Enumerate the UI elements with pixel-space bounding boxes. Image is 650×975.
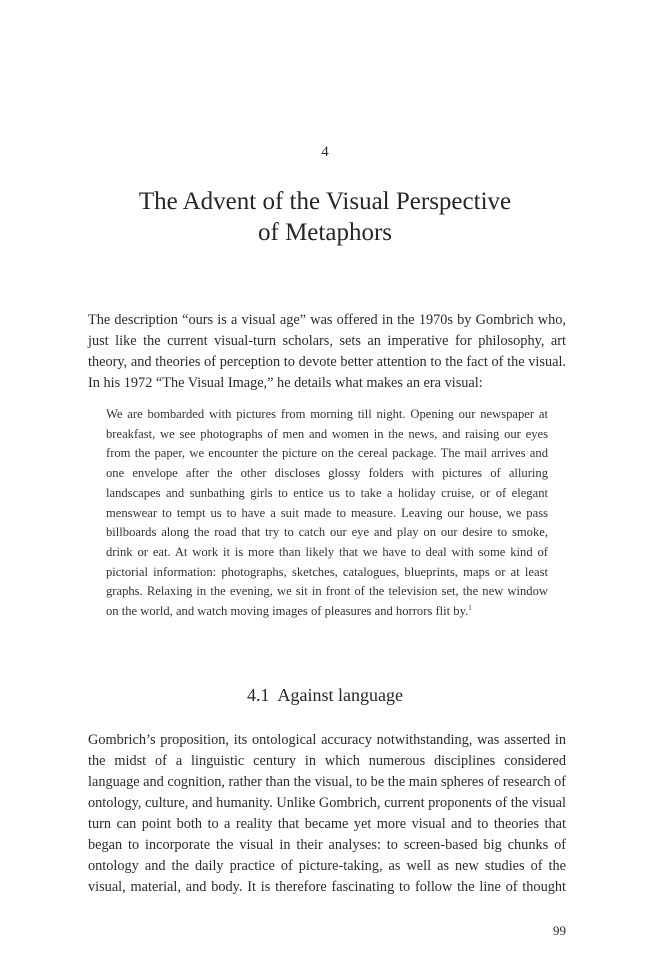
section-number: 4.1 (247, 685, 270, 705)
chapter-title-line-1: The Advent of the Visual Perspective (138, 188, 512, 215)
section-title: Against language (277, 685, 403, 705)
section-heading (0, 683, 650, 707)
intro-paragraph: The description “ours is a visual age” was offered in the 1970s by Gombrich who, just like the current visual-turn scholars, sets an imperative for philosophy, art theory, and theories of perception to devote better attention to the fact of the visual. In his 1972 “The Visual Image,” he details what makes an era visual: (88, 312, 566, 391)
chapter-title (100, 186, 550, 248)
footnote-reference[interactable]: 1 (468, 603, 472, 612)
chapter-title-line-2: of Metaphors (258, 219, 392, 246)
page-number: 99 (553, 923, 566, 938)
block-quote-text: We are bombarded with pictures from morning till night. Opening our newspaper at breakfast, we see photographs of men and women in the news, and raising our eyes from the paper, we encounter the picture on the cereal package. The mail arrives and one envelope after the other discloses glossy folders with pictures of alluring landscapes and sunbathing girls to entice us to take a holiday cruise, or of elegant menswear to tempt us to have a suit made to measure. Leaving our house, we pass billboards along the road that try to catch our eye and play on our desire to smoke, drink or eat. At work it is more than likely that we have to deal with some kind of pictorial information: photographs, sketches, catalogues, blueprints, maps or at least graphs. Relaxing in the evening, we sit in front of the television set, the new window on the world, and watch moving images of pleasures and horrors flit by. (106, 407, 548, 619)
block-quote (106, 405, 548, 622)
section-paragraph: Gombrich’s proposition, its ontological accuracy notwithstanding, was asserted in the midst of a linguistic century in which numerous disciplines considered language and cognition, rather than the visual, to be the main spheres of research of ontology, culture, and humanity. Unlike Gombrich, current proponents of the visual turn can point both to a reality that became yet more visual and to theories that began to incorporate the visual in their analyses: to screen-based big chunks of ontology and the daily practice of picture-taking, as well as new studies of the visual, material, and body. It is therefore fascinating to follow the line of thought (88, 732, 566, 895)
chapter-number: 4 (321, 144, 329, 160)
